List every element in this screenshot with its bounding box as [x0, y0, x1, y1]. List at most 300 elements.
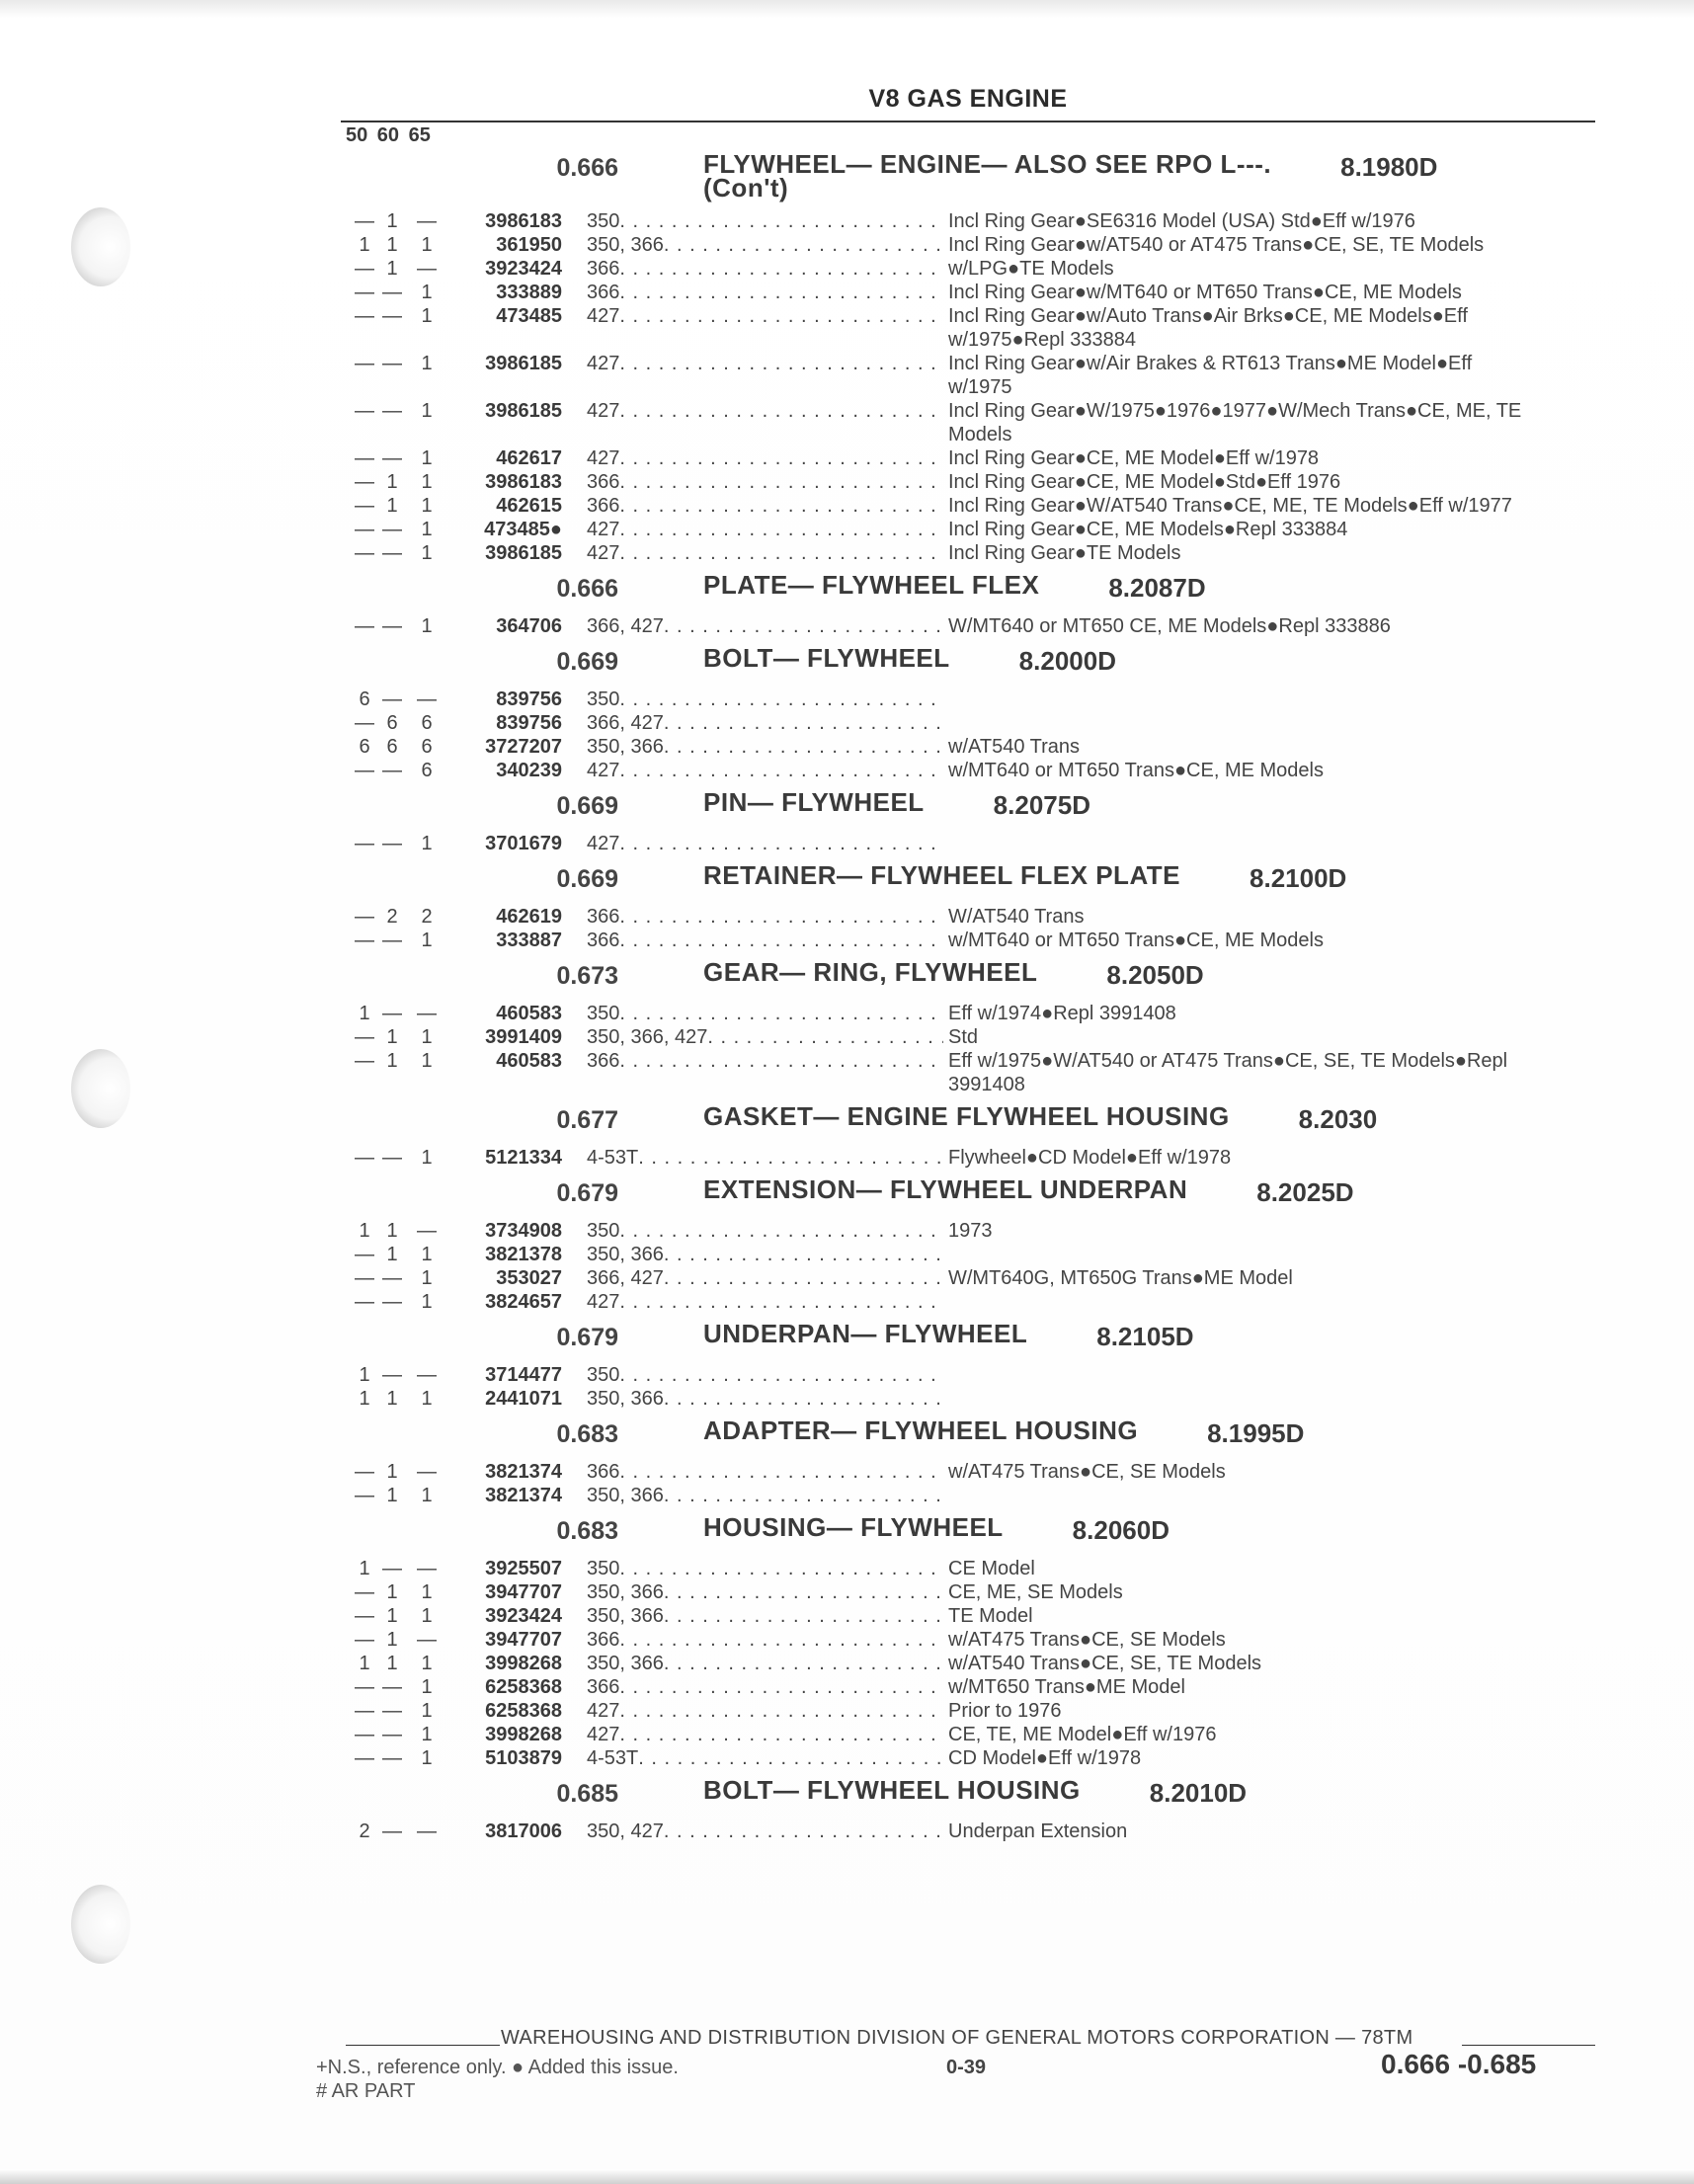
- group-code: 0.683: [556, 1420, 618, 1448]
- quantity-cell: 6: [386, 736, 398, 758]
- footer-rule-left: [346, 2045, 500, 2046]
- group-header: [341, 1511, 1615, 1557]
- group-title-block: [703, 787, 925, 817]
- usage-note: W/MT640 or MT650 CE, ME Models●Repl 333886: [948, 615, 1391, 637]
- quantity-cell: 1: [386, 1388, 398, 1410]
- quantity-cell: —: [382, 542, 402, 564]
- dot-leader: [664, 1820, 943, 1843]
- dot-leader: [619, 688, 943, 711]
- quantity-cell: —: [382, 760, 402, 781]
- quantity-cell: —: [417, 1558, 437, 1579]
- quantity-cell: 1: [421, 1147, 433, 1169]
- quantity-cell: 1: [421, 1747, 433, 1769]
- group-title: UNDERPAN— FLYWHEEL: [703, 1319, 1028, 1348]
- part-number: 3821378: [485, 1244, 562, 1265]
- part-number: 3925507: [485, 1558, 562, 1579]
- dot-leader: [619, 1219, 943, 1243]
- quantity-cell: 1: [386, 1220, 398, 1242]
- engine-cell: [587, 1146, 943, 1170]
- part-number: 333887: [496, 930, 562, 951]
- quantity-cell: —: [355, 712, 374, 734]
- part-number: 839756: [496, 712, 562, 734]
- quantity-cell: —: [417, 1820, 437, 1842]
- quantity-cell: —: [382, 1147, 402, 1169]
- engine-cell: [587, 1002, 943, 1025]
- dot-leader: [619, 832, 943, 855]
- group-header: [341, 569, 1615, 614]
- engine-cell: [587, 304, 943, 328]
- group-title-block: [703, 570, 1040, 600]
- engine-cell: [587, 470, 943, 494]
- part-number: 340239: [496, 760, 562, 781]
- quantity-cell: 1: [421, 353, 433, 374]
- engine-size: 366: [587, 258, 620, 280]
- group-title-continued: (Con't): [703, 173, 789, 202]
- part-number: 333889: [496, 282, 562, 303]
- engine-cell: [587, 614, 943, 638]
- group-title: FLYWHEEL— ENGINE— ALSO SEE RPO L---.: [703, 149, 1272, 179]
- quantity-cell: 1: [359, 1220, 370, 1242]
- part-row: [341, 1699, 1615, 1723]
- part-number: 3714477: [485, 1364, 562, 1386]
- part-group: [341, 569, 1615, 638]
- quantity-cell: —: [355, 353, 374, 374]
- quantity-cell: —: [382, 519, 402, 540]
- engine-size: 427: [587, 1724, 620, 1745]
- quantity-cell: 1: [386, 210, 398, 232]
- quantity-cell: —: [355, 305, 374, 327]
- part-row: [341, 352, 1615, 399]
- group-header: [341, 642, 1615, 688]
- part-row: [341, 929, 1615, 952]
- usage-note: Incl Ring Gear●w/MT640 or MT650 Trans●CE, ME Models: [948, 282, 1462, 303]
- engine-size: 366, 427: [587, 1267, 664, 1289]
- usage-note: w/AT540 Trans●CE, SE, TE Models: [948, 1653, 1262, 1674]
- quantity-cell: —: [417, 1629, 437, 1651]
- group-header: [341, 786, 1615, 832]
- quantity-cell: —: [355, 1629, 374, 1651]
- group-code: 0.679: [556, 1324, 618, 1351]
- engine-cell: [587, 832, 943, 855]
- part-number: 3824657: [485, 1291, 562, 1313]
- dot-leader: [619, 1723, 943, 1746]
- part-row: [341, 1723, 1615, 1746]
- quantity-cell: 1: [421, 833, 433, 854]
- usage-note: TE Model: [948, 1605, 1033, 1627]
- part-number: 361950: [496, 234, 562, 256]
- part-number: 462617: [496, 447, 562, 469]
- quantity-cell: 1: [386, 1461, 398, 1483]
- quantity-cell: —: [355, 542, 374, 564]
- part-row: [341, 1002, 1615, 1025]
- part-group: [341, 1774, 1615, 1843]
- engine-size: 366: [587, 930, 620, 951]
- part-row: [341, 281, 1615, 304]
- engine-size: 366, 427: [587, 615, 664, 637]
- group-title: BOLT— FLYWHEEL: [703, 643, 950, 673]
- usage-note: Incl Ring Gear●CE, ME Models●Repl 333884: [948, 519, 1348, 540]
- group-code: 0.683: [556, 1517, 618, 1545]
- dot-leader: [619, 1675, 943, 1699]
- engine-size: 366: [587, 495, 620, 517]
- quantity-cell: 2: [421, 906, 433, 928]
- dot-leader: [619, 1557, 943, 1580]
- usage-note: Incl Ring Gear●TE Models: [948, 542, 1181, 564]
- quantity-cell: 1: [421, 1724, 433, 1745]
- quantity-cell: 6: [386, 712, 398, 734]
- quantity-cell: 1: [359, 1388, 370, 1410]
- quantity-cell: 1: [421, 1605, 433, 1627]
- part-number: 3986185: [485, 400, 562, 422]
- quantity-cell: —: [355, 1050, 374, 1072]
- group-header: [341, 859, 1615, 905]
- engine-size: 427: [587, 305, 620, 327]
- part-row: [341, 711, 1615, 735]
- page-range: 0.666 -0.685: [1381, 2049, 1537, 2079]
- quantity-cell: —: [382, 1364, 402, 1386]
- part-row: [341, 1290, 1615, 1314]
- part-row: [341, 688, 1615, 711]
- quantity-cell: —: [355, 1581, 374, 1603]
- dot-leader: [664, 233, 943, 257]
- section-code: 8.2060D: [1072, 1515, 1170, 1545]
- engine-size: 4-53T: [587, 1747, 639, 1769]
- quantity-cell: —: [382, 615, 402, 637]
- quantity-cell: —: [355, 1291, 374, 1313]
- quantity-cell: 1: [421, 1244, 433, 1265]
- engine-size: 350: [587, 1558, 620, 1579]
- part-number: 3986183: [485, 210, 562, 232]
- group-code: 0.666: [556, 154, 618, 182]
- engine-cell: [587, 1699, 943, 1723]
- engine-cell: [587, 494, 943, 518]
- binder-hole-top: [71, 207, 130, 286]
- engine-size: 427: [587, 542, 620, 564]
- quantity-cell: 1: [421, 542, 433, 564]
- part-number: 3947707: [485, 1629, 562, 1651]
- engine-cell: [587, 759, 943, 782]
- part-row: [341, 518, 1615, 541]
- quantity-cell: —: [355, 1485, 374, 1506]
- section-code: 8.2010D: [1149, 1778, 1248, 1808]
- part-group: [341, 786, 1615, 855]
- group-title-block: [703, 1512, 1004, 1542]
- quantity-cell: 1: [421, 1388, 433, 1410]
- group-code: 0.677: [556, 1106, 618, 1134]
- quantity-cell: 2: [386, 906, 398, 928]
- dot-leader: [619, 281, 943, 304]
- engine-cell: [587, 233, 943, 257]
- dot-leader: [638, 1746, 943, 1770]
- part-row: [341, 1049, 1615, 1096]
- quantity-cell: 1: [421, 471, 433, 493]
- quantity-cell: 1: [421, 1050, 433, 1072]
- part-number: 353027: [496, 1267, 562, 1289]
- engine-cell: [587, 518, 943, 541]
- part-row: [341, 1557, 1615, 1580]
- engine-cell: [587, 1580, 943, 1604]
- group-code: 0.679: [556, 1179, 618, 1207]
- quantity-cell: —: [355, 471, 374, 493]
- engine-size: 366: [587, 1461, 620, 1483]
- usage-note: w/AT540 Trans: [948, 736, 1081, 758]
- quantity-cell: 2: [359, 1820, 370, 1842]
- part-row: [341, 541, 1615, 565]
- quantity-cell: 1: [386, 471, 398, 493]
- quantity-cell: —: [355, 495, 374, 517]
- engine-cell: [587, 1219, 943, 1243]
- part-number: 3821374: [485, 1461, 562, 1483]
- group-title-block: [703, 1416, 1139, 1445]
- dot-leader: [664, 1604, 943, 1628]
- quantity-cell: 1: [421, 1653, 433, 1674]
- dot-leader: [664, 1580, 943, 1604]
- dot-leader: [619, 1460, 943, 1484]
- quantity-cell: 1: [421, 930, 433, 951]
- group-title-block: [703, 957, 1038, 987]
- usage-note: CE Model: [948, 1558, 1035, 1579]
- engine-cell: [587, 352, 943, 375]
- section-code: 8.2050D: [1106, 960, 1204, 990]
- usage-note: Flywheel●CD Model●Eff w/1978: [948, 1147, 1232, 1169]
- footer-rule-right: [1462, 2045, 1595, 2046]
- engine-cell: [587, 1604, 943, 1628]
- engine-size: 350: [587, 688, 620, 710]
- quantity-cell: —: [382, 1558, 402, 1579]
- quantity-cell: 1: [421, 447, 433, 469]
- part-row: [341, 1675, 1615, 1699]
- dot-leader: [619, 905, 943, 929]
- group-title: GASKET— ENGINE FLYWHEEL HOUSING: [703, 1101, 1230, 1131]
- engine-size: 366: [587, 282, 620, 303]
- part-row: [341, 1746, 1615, 1770]
- dot-leader: [638, 1146, 943, 1170]
- section-code: 8.1995D: [1207, 1418, 1305, 1448]
- part-number: 839756: [496, 688, 562, 710]
- engine-cell: [587, 281, 943, 304]
- usage-note: w/MT640 or MT650 Trans●CE, ME Models: [948, 930, 1324, 951]
- quantity-cell: 1: [421, 1581, 433, 1603]
- quantity-cell: 1: [421, 1676, 433, 1698]
- part-number: 460583: [496, 1003, 562, 1024]
- part-number: 3991409: [485, 1026, 562, 1048]
- quantity-cell: 1: [421, 1267, 433, 1289]
- footer-corporation: WAREHOUSING AND DISTRIBUTION DIVISION OF GENERAL MOTORS CORPORATION — 78TM: [501, 2027, 1413, 2049]
- dot-leader: [619, 304, 943, 328]
- dot-leader: [619, 352, 943, 375]
- quantity-cell: 1: [421, 1485, 433, 1506]
- part-row: [341, 1363, 1615, 1387]
- group-code: 0.669: [556, 865, 618, 893]
- quantity-cell: 1: [359, 1003, 370, 1024]
- part-group: [341, 148, 1615, 565]
- part-number: 3998268: [485, 1724, 562, 1745]
- usage-note: Incl Ring Gear●CE, ME Model●Eff w/1978: [948, 447, 1320, 469]
- engine-cell: [587, 929, 943, 952]
- engine-size: 427: [587, 760, 620, 781]
- quantity-cell: —: [382, 930, 402, 951]
- engine-cell: [587, 541, 943, 565]
- part-number: 5121334: [485, 1147, 562, 1169]
- quantity-cell: 1: [359, 1653, 370, 1674]
- engine-size: 350, 366: [587, 1244, 664, 1265]
- engine-size: 427: [587, 1700, 620, 1722]
- dot-leader: [619, 1628, 943, 1652]
- part-number: 462619: [496, 906, 562, 928]
- part-number: 3986183: [485, 471, 562, 493]
- part-group: [341, 642, 1615, 782]
- engine-cell: [587, 735, 943, 759]
- dot-leader: [619, 518, 943, 541]
- engine-size: 366: [587, 471, 620, 493]
- quantity-cell: —: [417, 688, 437, 710]
- usage-note: w/LPG●TE Models: [948, 258, 1114, 280]
- quantity-cell: —: [382, 447, 402, 469]
- part-row: [341, 1580, 1615, 1604]
- quantity-cell: 1: [386, 495, 398, 517]
- dot-leader: [619, 399, 943, 423]
- dot-leader: [619, 470, 943, 494]
- engine-cell: [587, 257, 943, 281]
- dot-leader: [664, 1484, 943, 1507]
- quantity-cell: 6: [421, 760, 433, 781]
- engine-size: 366, 427: [587, 712, 664, 734]
- engine-size: 350, 366: [587, 736, 664, 758]
- quantity-cell: —: [382, 400, 402, 422]
- engine-cell: [587, 688, 943, 711]
- group-title-block: [703, 1174, 1188, 1204]
- quantity-cell: —: [355, 1676, 374, 1698]
- usage-note: w/AT475 Trans●CE, SE Models: [948, 1461, 1226, 1483]
- group-header: [341, 956, 1615, 1002]
- part-row: [341, 446, 1615, 470]
- part-row: [341, 494, 1615, 518]
- section-code: 8.2025D: [1256, 1177, 1354, 1207]
- dot-leader: [619, 209, 943, 233]
- quantity-cell: 1: [421, 1291, 433, 1313]
- engine-cell: [587, 399, 943, 423]
- parts-list: [341, 148, 1615, 1847]
- usage-note: Underpan Extension: [948, 1820, 1128, 1842]
- quantity-cell: —: [382, 1291, 402, 1313]
- part-group: [341, 1318, 1615, 1411]
- quantity-cell: —: [355, 760, 374, 781]
- engine-size: 350, 366: [587, 1605, 664, 1627]
- group-code: 0.685: [556, 1780, 618, 1808]
- section-code: 8.2100D: [1250, 863, 1347, 893]
- quantity-cell: —: [417, 1220, 437, 1242]
- quantity-cell: —: [382, 282, 402, 303]
- engine-cell: [587, 209, 943, 233]
- quantity-cell: 1: [386, 234, 398, 256]
- usage-note: Prior to 1976: [948, 1700, 1062, 1722]
- engine-size: 350: [587, 210, 620, 232]
- usage-note: w/MT650 Trans●ME Model: [948, 1676, 1185, 1698]
- quantity-cell: 1: [386, 258, 398, 280]
- part-number: 2441071: [485, 1388, 562, 1410]
- quantity-cell: 6: [359, 688, 370, 710]
- part-number: 3986185: [485, 353, 562, 374]
- quantity-cell: 1: [421, 305, 433, 327]
- part-number: 462615: [496, 495, 562, 517]
- part-row: [341, 1460, 1615, 1484]
- part-group: [341, 1173, 1615, 1314]
- part-row: [341, 399, 1615, 446]
- quantity-cell: —: [382, 1267, 402, 1289]
- usage-note: Incl Ring Gear●W/1975●1976●1977●W/Mech Trans●CE, ME, TE Models: [948, 400, 1522, 445]
- engine-size: 366: [587, 906, 620, 928]
- group-title: HOUSING— FLYWHEEL: [703, 1512, 1004, 1542]
- quantity-cell: 1: [421, 615, 433, 637]
- engine-size: 366: [587, 1629, 620, 1651]
- engine-size: 350: [587, 1364, 620, 1386]
- quantity-cell: —: [417, 1003, 437, 1024]
- usage-note: CE, ME, SE Models: [948, 1581, 1123, 1603]
- group-header: [341, 1100, 1615, 1146]
- usage-note: 1973: [948, 1220, 993, 1242]
- quantity-cell: —: [355, 210, 374, 232]
- engine-size: 427: [587, 519, 620, 540]
- quantity-cell: 1: [421, 1700, 433, 1722]
- group-title-block: [703, 1319, 1028, 1348]
- group-title: PIN— FLYWHEEL: [703, 787, 925, 817]
- usage-note: W/MT640G, MT650G Trans●ME Model: [948, 1267, 1293, 1289]
- usage-note: W/AT540 Trans: [948, 906, 1085, 928]
- part-row: [341, 1219, 1615, 1243]
- quantity-cell: —: [355, 1244, 374, 1265]
- quantity-cell: —: [355, 258, 374, 280]
- dot-leader: [619, 541, 943, 565]
- part-number: 3701679: [485, 833, 562, 854]
- quantity-cell: —: [417, 1461, 437, 1483]
- quantity-cell: —: [355, 1724, 374, 1745]
- engine-size: 427: [587, 1291, 620, 1313]
- quantity-cell: —: [355, 833, 374, 854]
- quantity-cell: —: [382, 1747, 402, 1769]
- part-number: 3923424: [485, 258, 562, 280]
- dot-leader: [619, 1363, 943, 1387]
- dot-leader: [619, 494, 943, 518]
- quantity-cell: —: [355, 519, 374, 540]
- part-row: [341, 735, 1615, 759]
- usage-note: w/AT475 Trans●CE, SE Models: [948, 1629, 1226, 1651]
- part-number: 460583: [496, 1050, 562, 1072]
- part-number: 3998268: [485, 1653, 562, 1674]
- group-header: [341, 148, 1615, 209]
- engine-cell: [587, 1746, 943, 1770]
- engine-cell: [587, 1652, 943, 1675]
- quantity-cell: —: [417, 210, 437, 232]
- dot-leader: [664, 735, 943, 759]
- quantity-cell: —: [382, 1724, 402, 1745]
- page-number: 0-39: [946, 2057, 987, 2078]
- quantity-cell: —: [417, 258, 437, 280]
- engine-cell: [587, 905, 943, 929]
- quantity-cell: 6: [421, 736, 433, 758]
- quantity-cell: —: [355, 1605, 374, 1627]
- dot-leader: [664, 1266, 943, 1290]
- section-code: 8.2000D: [1018, 646, 1116, 676]
- quantity-cell: 1: [386, 1026, 398, 1048]
- binder-hole-bottom: [71, 1885, 130, 1964]
- quantity-cell: 1: [421, 495, 433, 517]
- page-title: V8 GAS ENGINE: [868, 85, 1068, 113]
- quantity-cell: 1: [386, 1244, 398, 1265]
- quantity-cell: 1: [359, 234, 370, 256]
- quantity-cell: 1: [386, 1653, 398, 1674]
- dot-leader: [664, 1243, 943, 1266]
- part-number: 3727207: [485, 736, 562, 758]
